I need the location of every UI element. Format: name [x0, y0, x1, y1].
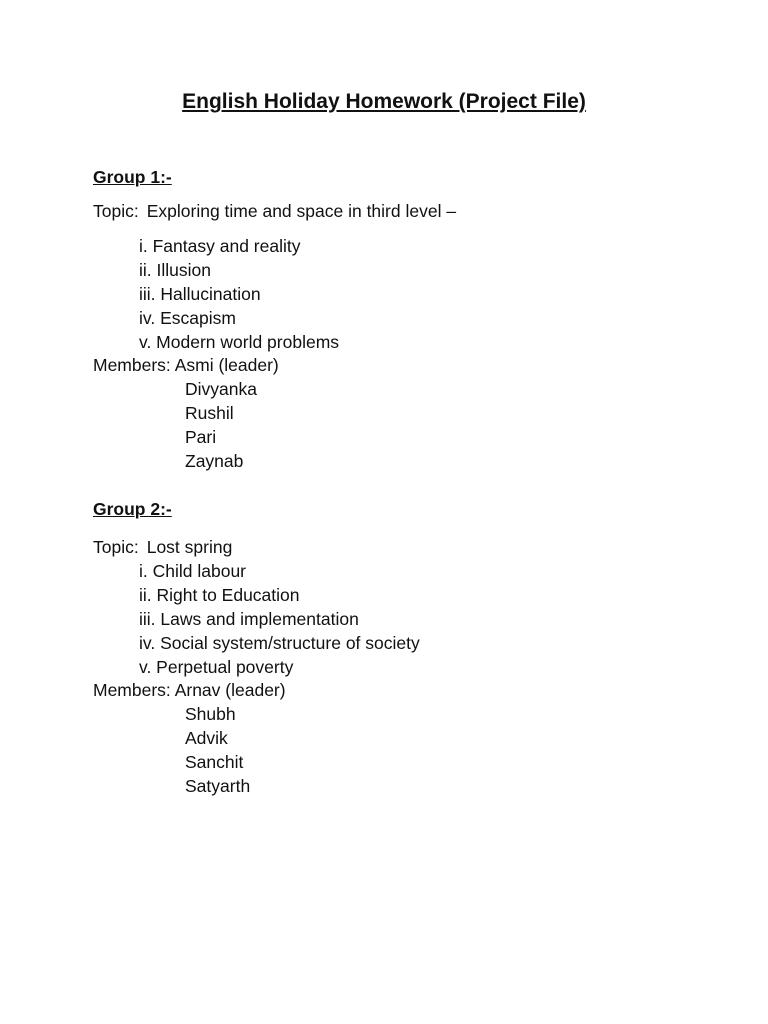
group-2-topic: [93, 536, 733, 560]
members-label: Members:: [93, 680, 171, 701]
group-leader: Arnav (leader): [174, 680, 286, 701]
member-name: Divyanka: [185, 379, 257, 400]
member-name: Pari: [185, 427, 217, 448]
document-title: English Holiday Homework (Project File): [182, 90, 586, 113]
list-item: v. Perpetual poverty: [139, 656, 294, 677]
group-1-heading: Group 1:-: [93, 167, 172, 187]
member-name: Shubh: [185, 704, 236, 725]
member-name: Rushil: [185, 403, 234, 424]
group-2-heading: Group 2:-: [93, 499, 172, 519]
list-item: iv. Escapism: [139, 307, 236, 328]
topic-text: Exploring time and space in third level –: [146, 201, 457, 221]
topic-label: Topic:: [93, 201, 139, 221]
members-label: Members:: [93, 355, 171, 376]
list-item: iv. Social system/structure of society: [139, 632, 420, 653]
group-1-topic: [93, 200, 733, 224]
list-item: iii. Hallucination: [139, 283, 261, 304]
member-name: Advik: [185, 728, 228, 749]
member-name: Sanchit: [185, 752, 244, 773]
list-item: i. Fantasy and reality: [139, 235, 301, 256]
group-1-members-line: [93, 354, 733, 378]
list-item: i. Child labour: [139, 560, 246, 581]
list-item: iii. Laws and implementation: [139, 608, 359, 629]
group-leader: Asmi (leader): [174, 355, 279, 376]
list-item: v. Modern world problems: [139, 331, 340, 352]
group-1-subtopic-list: [93, 235, 733, 355]
topic-text: Lost spring: [146, 537, 233, 557]
group-2-section: [93, 497, 733, 799]
list-item: ii. Right to Education: [139, 584, 300, 605]
member-name: Zaynab: [185, 451, 244, 472]
list-item: ii. Illusion: [139, 259, 211, 280]
group-2-members-line: [93, 679, 733, 703]
member-name: Satyarth: [185, 776, 251, 797]
topic-label: Topic:: [93, 537, 139, 557]
group-2-subtopic-list: [93, 560, 733, 680]
group-1-section: [93, 165, 733, 474]
